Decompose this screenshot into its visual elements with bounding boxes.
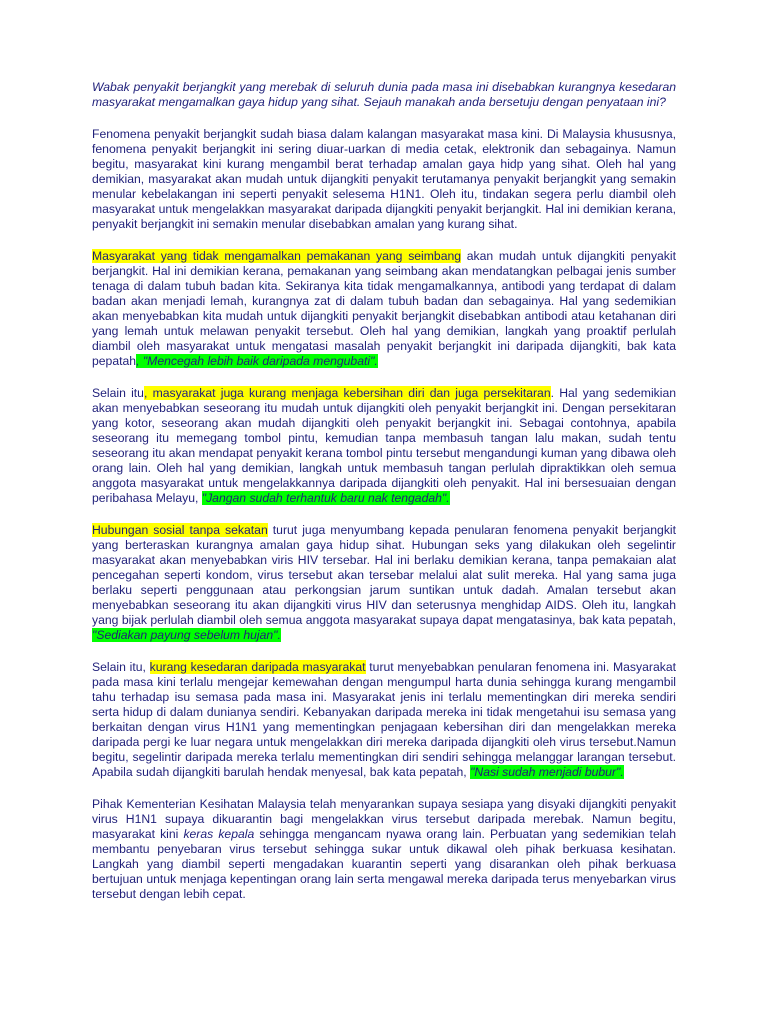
paragraph-2-lead: Selain itu [92,386,144,400]
highlight-point-4: kurang kesedaran daripada masyarakat [149,660,366,674]
proverb-3: "Sediakan payung sebelum hujan". [92,628,281,642]
proverb-2: "Jangan sudah terhantuk baru nak tengadah". [201,491,450,505]
paragraph-5 [92,797,676,902]
highlight-point-3: Hubungan sosial tanpa sekatan [92,523,268,537]
paragraph-5-part-b: sehingga mengancam nyawa orang lain. Perbuatan yang sedemikian telah membantu penyebaran virus tersebut sehingga sukar untuk dikawal oleh pihak berkuasa kesihatan. Langkah yang diambil seperti mengadakan kuarantin seperti yang disarankan oleh pihak berkuasa bertujuan untuk menjaga kepentingan orang lain serta mengawal mereka daripada terus menyebarkan virus tersebut dengan lebih cepat. [92,827,676,901]
essay-question: Wabak penyakit berjangkit yang merebak di seluruh dunia pada masa ini disebabkan kurangnya kesedaran masyarakat mengamalkan gaya hidup yang sihat. Sejauh manakah anda bersetuju dengan penyataan ini? [92,80,676,109]
proverb-1: , "Mencegah lebih baik daripada mengubati". [136,354,378,368]
paragraph-3 [92,523,676,643]
highlight-point-1: Masyarakat yang tidak mengamalkan pemakanan yang seimbang [92,249,462,263]
paragraph-3-body: turut juga menyumbang kepada penularan fenomena penyakit berjangkit yang berteraskan kurangnya amalan gaya hidup sihat. Hubungan seks yang dilakukan oleh segelintir masyarakat akan menyebabkan viris HIV tersebar. Hal ini berlaku demikian kerana, tanpa pemakaian alat pencegahan seperti kondom, virus tersebut akan tersebar melalui alat sulit mereka. Hal yang sama juga berlaku seperti penggunaan atau perkongsian jarum suntikan untuk dadah. Amalan tersebut akan menyebabkan seseorang itu akan dijangkiti virus HIV dan seterusnya menghidap AIDS. Oleh itu, langkah yang bijak perlulah diambil oleh semua anggota masyarakat supaya dapat mengatasinya, bak kata pepatah, [92,523,677,627]
paragraph-4-lead: Selain itu, [92,660,150,674]
paragraph-1-body: akan mudah untuk dijangkiti penyakit berjangkit. Hal ini demikian kerana, pemakanan yang seimbang akan mendatangkan pelbagai jenis sumber tenaga di dalam tubuh badan kita. Sekiranya kita tidak mengamalkannya, antibodi yang terdapat di dalam badan akan menjadi lemah, kurangnya zat di dalam tubuh badan dan sebagainya. Hal yang sedemikian akan menyebabkan kita mudah untuk dijangkiti penyakit berjangkit disebabkan antibodi atau ketahanan diri yang lemah untuk melawan penyakit tersebut. Oleh hal yang demikian, langkah yang proaktif perlulah diambil oleh masyarakat untuk mengatasi masalah penyakit berjangkit ini daripada dijangkiti, bak kata pepatah [92,249,676,368]
paragraph-5-part-a: Pihak Kementerian Kesihatan Malaysia telah menyarankan supaya sesiapa yang disyaki dijangkiti penyakit virus H1N1 supaya dikuarantin bagi mengelakkan virus tersebut daripada merebak. Namun begitu, masyarakat kini [92,797,676,841]
paragraph-2 [92,386,676,506]
paragraph-1 [92,249,676,369]
paragraph-4-body: turut menyebabkan penularan fenomena ini. Masyarakat pada masa kini terlalu mengejar kemewahan dengan mengumpul harta dunia sehingga kurang mengambil tahu terhadap isu semasa pada masa ini. Masyarakat jenis ini terlalu mementingkan diri mereka sendiri serta hidup di dalam dunianya sendiri. Kebanyakan daripada mereka ini tidak mengetahui isu semasa yang berkaitan dengan virus H1N1 yang mementingkan penjagaan kebersihan diri dan mengelakkan mereka daripada pergi ke luar negara untuk mengelakkan diri mereka daripada dijangkiti oleh virus tersebut.Namun begitu, segelintir daripada mereka terlalu mementingkan diri sendiri sehingga melanggar larangan tersebut. Apabila sudah dijangkiti barulah hendak menyesal, bak kata pepatah, [92,660,676,779]
paragraph-4 [92,660,676,780]
italic-phrase: keras kepala [183,827,255,841]
paragraph-intro: Fenomena penyakit berjangkit sudah biasa dalam kalangan masyarakat masa kini. Di Malaysia khususnya, fenomena penyakit berjangkit ini sering diuar-uarkan di media cetak, elektronik dan sebagainya. Namun begitu, masyarakat kini kurang mengambil berat terhadap amalan gaya hidp yang sihat. Oleh hal yang demikian, masyarakat akan mudah untuk dijangkiti penyakit terutamanya penyakit berjangkit yang semakin menular kebelakangan ini seperti penyakit selesema H1N1. Oleh itu, tindakan segera perlu diambil oleh masyarakat untuk mengelakkan masyarakat daripada dijangkiti penyakit berjangkit. Hal ini demikian kerana, penyakit berjangkit ini semakin menular disebabkan amalan yang kurang sihat. [92,127,676,231]
proverb-4: "Nasi sudah menjadi bubur". [470,765,624,779]
paragraph-2-body: . Hal yang sedemikian akan menyebabkan seseorang itu mudah untuk dijangkiti oleh penyakit berjangkit ini. Dengan persekitaran yang kotor, seseorang akan mudah dijangkiti oleh penyakit berjangkit ini. Sebagai contohnya, apabila seseorang itu memegang tombol pintu, kemudian tanpa membasuh tangan lalu makan, sudah tentu seseorang itu akan mendapat penyakit kerana tombol pintu tersebut mengandungi kuman yang dibawa oleh orang lain. Oleh hal yang demikian, langkah untuk membasuh tangan perlulah dipraktikkan oleh semua anggota masyarakat untuk mengelakkannya daripada dijangkiti oleh penyakit. Hal ini bersesuaian dengan peribahasa Melayu, [92,386,677,505]
highlight-point-2: , masyarakat juga kurang menjaga kebersihan diri dan juga persekitaran [143,386,551,400]
